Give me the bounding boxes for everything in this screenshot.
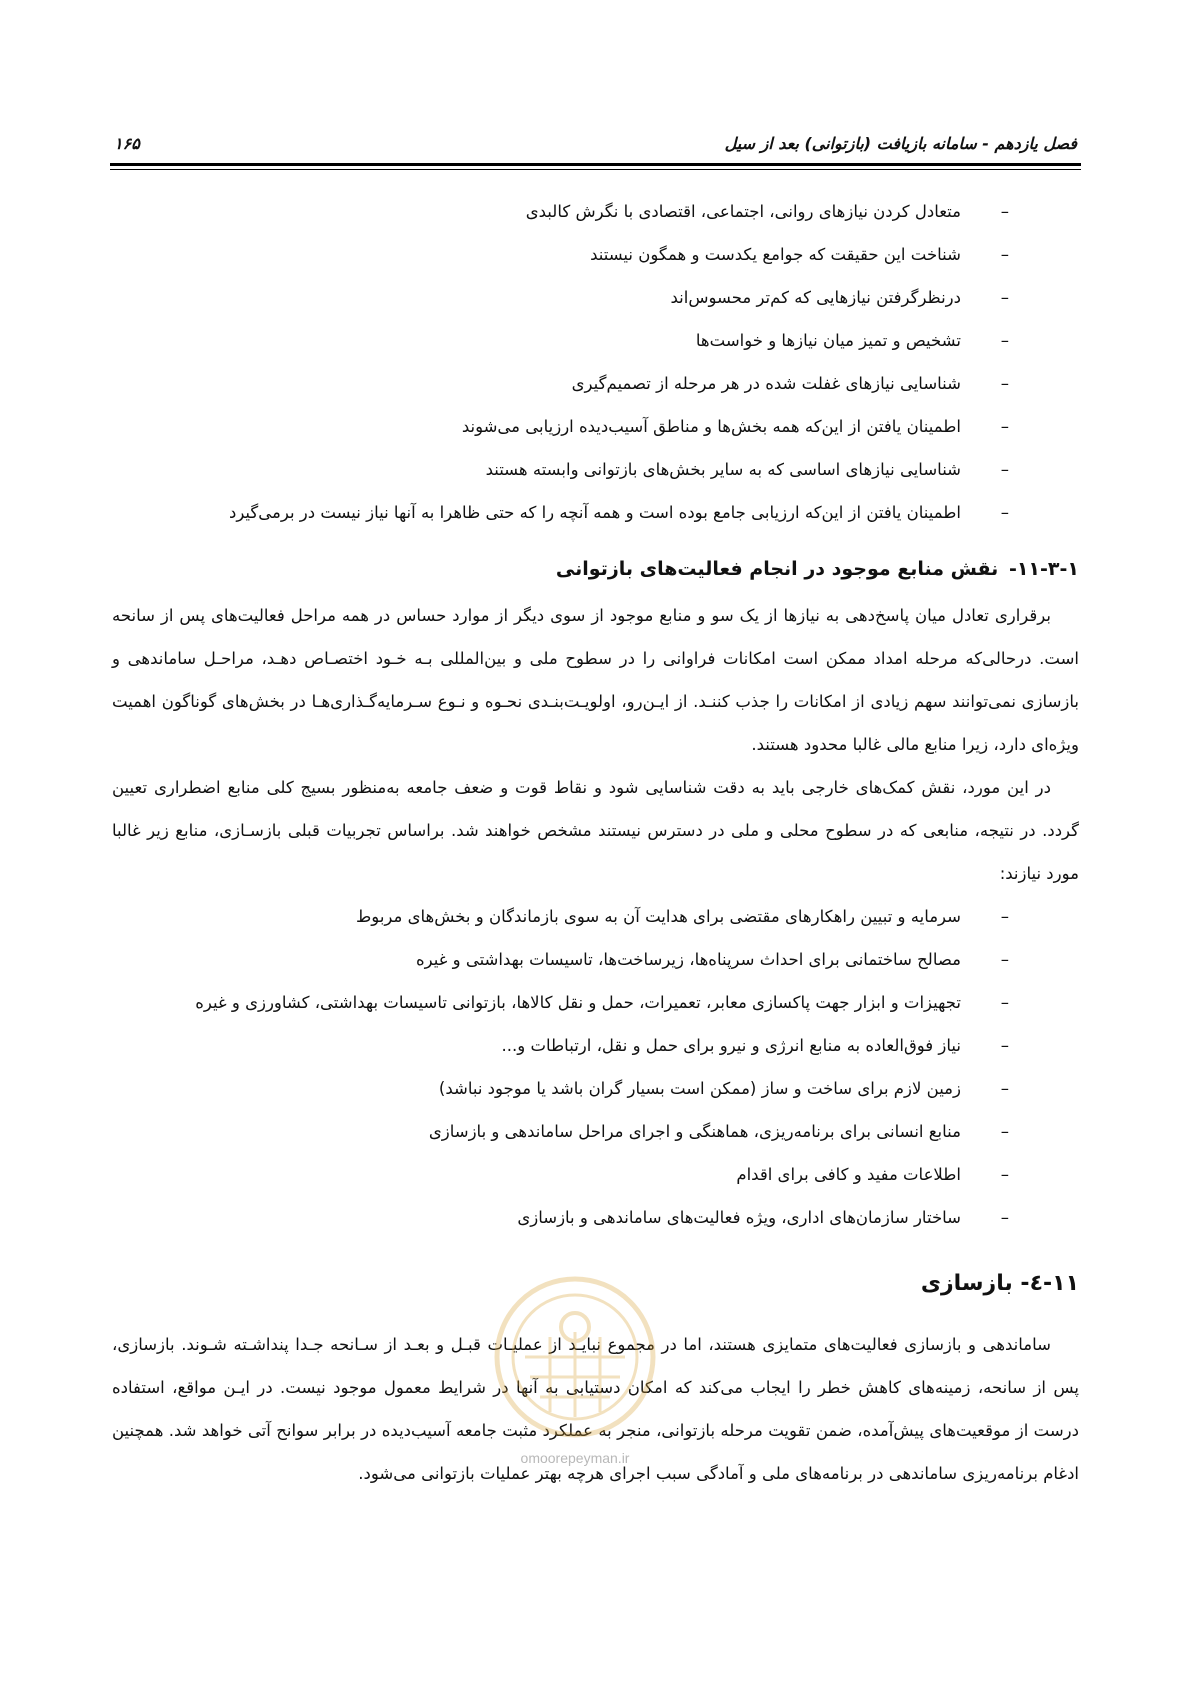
header-rule-thick [110, 163, 1081, 166]
list-item: – اطمینان یافتن از این‌که همه بخش‌ها و مناطق آسیب‌دیده ارزیابی می‌شوند [112, 405, 1009, 448]
list-item: – سرمایه و تبیین راهکارهای مقتضی برای هدایت آن به سوی بازماندگان و بخش‌های مربوط [112, 895, 1009, 938]
section-number: ۱۱-٤- [1020, 1271, 1079, 1296]
list-item: – شناسایی نیازهای غفلت شده در هر مرحله از تصمیم‌گیری [112, 362, 1009, 405]
running-header [114, 128, 1077, 158]
chapter-title: فصل یازدهم - سامانه بازیافت (بازتوانی) بعد از سیل [724, 133, 1077, 153]
needs-list [112, 190, 1079, 534]
list-item: – اطلاعات مفید و کافی برای اقدام [112, 1153, 1009, 1196]
list-item: – درنظرگرفتن نیازهایی که کم‌تر محسوس‌اند [112, 276, 1009, 319]
list-item: – اطمینان یافتن از این‌که ارزیابی جامع بوده است و همه آنچه را که حتی ظاهرا به آنها نیاز نیست در برمی‌گیرد [112, 491, 1009, 534]
watermark-url: omoorepeyman.ir [520, 1450, 630, 1466]
paragraph: در این مورد، نقش کمک‌های خارجی باید به دقت شناسایی شود و نقاط قوت و ضعف جامعه به‌منظور بسیج کلی منابع اضطراری تعیین گردد. در نتیجه، منابعی که در سطوح محلی و ملی در دسترس نیستند مشخص خواهند شد. براساس تجربیات قبلی بازسـازی، منابع زیر غالبا مورد نیازند: [112, 778, 1079, 883]
list-item: – نیاز فوق‌العاده به منابع انرژی و نیرو برای حمل و نقل، ارتباطات و... [112, 1024, 1009, 1067]
section-heading-reconstruction [112, 1257, 1079, 1311]
header-rule-thin [110, 169, 1081, 170]
paragraph: برقراری تعادل میان پاسخ‌دهی به نیازها از یک سو و منابع موجود از سوی دیگر از موارد حساس در همه مراحل فعالیت‌های پس از سانحه است. درحالی‌که مرحله امداد ممکن است امکانات فراوانی را در سطوح ملی و بین‌المللی بـه خـود اختصـاص دهـد، مراحـل ساماندهی و بازسازی نمی‌توانند سهم زیادی از امکانات را جذب کننـد. از ایـن‌رو، اولویـت‌بنـدی نحـوه و نـوع سـرمایه‌گـذاری‌هـا در بخش‌های گوناگون اهمیت ویژه‌ای دارد، زیرا منابع مالی غالبا محدود هستند. [112, 606, 1079, 754]
list-item: – ساختار سازمان‌های اداری، ویژه فعالیت‌های ساماندهی و بازسازی [112, 1196, 1009, 1239]
list-item: – زمین لازم برای ساخت و ساز (ممکن است بسیار گران باشد یا موجود نباشد) [112, 1067, 1009, 1110]
list-item: – متعادل کردن نیازهای روانی، اجتماعی، اقتصادی با نگرش کالبدی [112, 190, 1009, 233]
list-item: – منابع انسانی برای برنامه‌ریزی، هماهنگی و اجرای مراحل ساماندهی و بازسازی [112, 1110, 1009, 1153]
page-number: ۱۶۵ [114, 133, 140, 153]
paragraph: ساماندهی و بازسازی فعالیت‌های متمایزی هستند، اما در مجموع نبایـد از عملیـات قبـل و بعـد از سـانحه جـدا پنداشـته شـوند. بازسازی، پس از سانحه، زمینه‌های کاهش خطر را ایجاب می‌کند که امکان دستیابی به آنها در شرایط معمول موجود نیست. در ایـن مواقع، استفاده درست از موقعیت‌های پیش‌آمده، ضمن تقویت مرحله بازتوانی، منجر به عملکرد مثبت جامعه آسیب‌دیده در برابر سوانح آتی خواهد شد. همچنین ادغام برنامه‌ریزی ساماندهی در برنامه‌های ملی و آمادگی سبب اجرای هرچه بهتر عملیات بازتوانی می‌شود. [112, 1335, 1079, 1483]
section-number: ۱۱-۳-۱- [1008, 558, 1079, 580]
list-item: – شناسایی نیازهای اساسی که به سایر بخش‌های بازتوانی وابسته هستند [112, 448, 1009, 491]
resources-list [112, 895, 1079, 1239]
section-title: نقش منابع موجود در انجام فعالیت‌های بازتوانی [555, 558, 999, 580]
list-item: – تشخیص و تمیز میان نیازها و خواست‌ها [112, 319, 1009, 362]
section-heading-resources [112, 544, 1079, 594]
list-item: – شناخت این حقیقت که جوامع یکدست و همگون نیستند [112, 233, 1009, 276]
list-item: – مصالح ساختمانی برای احداث سرپناه‌ها، زیرساخت‌ها، تاسیسات بهداشتی و غیره [112, 938, 1009, 981]
section-title: بازسازی [920, 1271, 1013, 1296]
list-item: – تجهیزات و ابزار جهت پاکسازی معابر، تعمیرات، حمل و نقل کالاها، بازتوانی تاسیسات بهداشتی، کشاورزی و غیره [112, 981, 1009, 1024]
page-content [112, 190, 1079, 1495]
